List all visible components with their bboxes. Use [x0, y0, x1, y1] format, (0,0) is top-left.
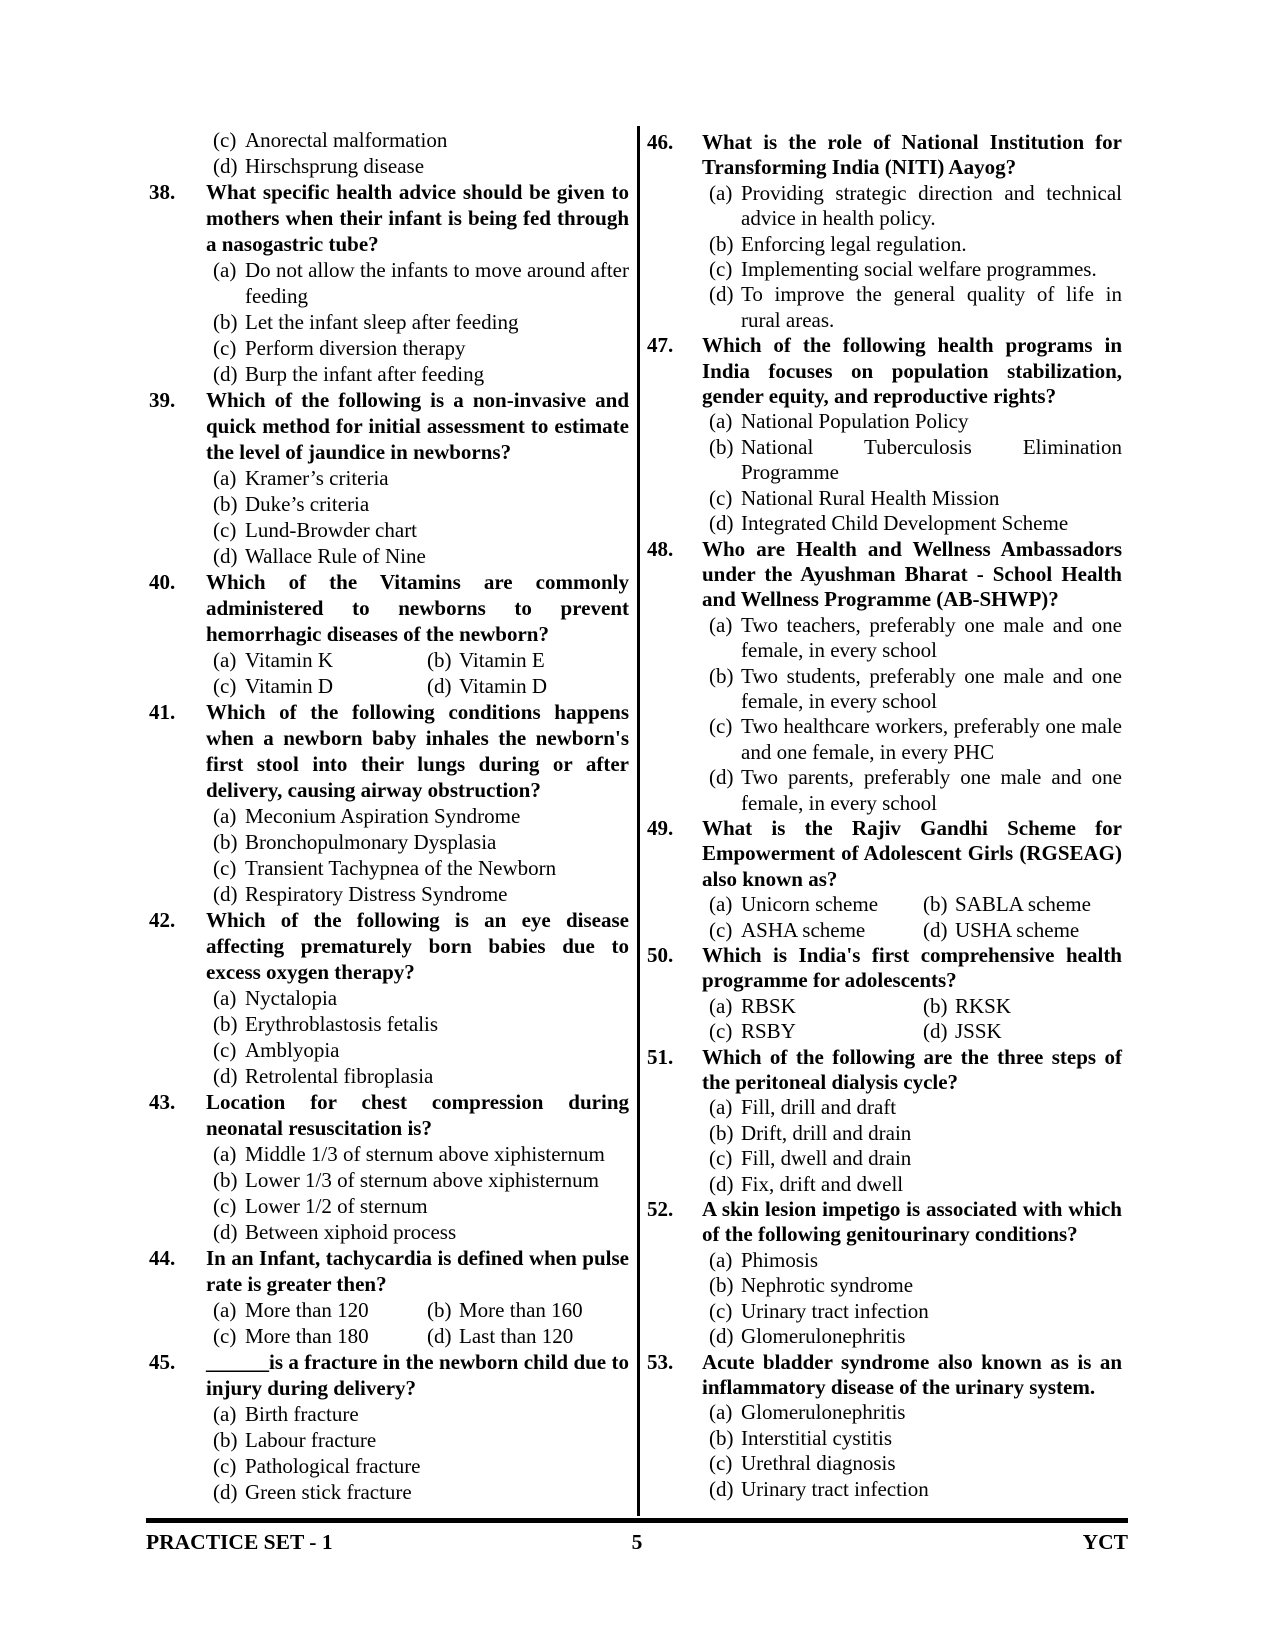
option-row [923, 1019, 1002, 1044]
option-label: (c) [213, 1454, 237, 1478]
option-row [702, 486, 1122, 511]
option-text: Vitamin K [245, 648, 333, 672]
option-label: (c) [213, 518, 237, 542]
question-item [647, 816, 1122, 943]
option-label: (d) [709, 1476, 734, 1501]
option-label: (c) [709, 1298, 733, 1323]
option-text: Green stick fracture [245, 1480, 412, 1504]
option-row [427, 647, 545, 673]
option-label: (d) [213, 882, 238, 906]
option-label: (a) [709, 180, 733, 205]
option-label: (a) [213, 648, 237, 672]
question-body [206, 907, 629, 1089]
option-text: Do not allow the infants to move around after feeding [245, 258, 629, 308]
option-row [702, 1248, 1122, 1273]
option-row [923, 892, 1091, 917]
question-item [647, 1197, 1122, 1349]
option-row [213, 1297, 427, 1323]
footer [146, 1529, 1128, 1555]
option-row [206, 257, 629, 309]
option-text: Urinary tract infection [741, 1298, 929, 1323]
option-label: (d) [923, 917, 948, 942]
option-text: Lund-Browder chart [245, 518, 418, 542]
option-text: RKSK [955, 993, 1012, 1018]
option-label: (d) [709, 282, 734, 307]
option-text: Transient Tachypnea of the Newborn [245, 856, 557, 880]
option-text: Two healthcare workers, preferably one male and one female, in every PHC [741, 714, 1122, 764]
question-body [702, 333, 1122, 536]
question-item [647, 1350, 1122, 1502]
option-row [206, 153, 629, 179]
option-label: (c) [709, 1019, 733, 1044]
option-row [702, 1273, 1122, 1298]
option-label: (a) [213, 1402, 237, 1426]
question-number: 51. [647, 1044, 674, 1069]
option-label: (d) [213, 1064, 238, 1088]
question-item [647, 1045, 1122, 1197]
option-row [206, 803, 629, 829]
option-text: More than 160 [459, 1298, 583, 1322]
option-label: (c) [213, 856, 237, 880]
option-row [709, 918, 923, 943]
option-text: Retrolental fibroplasia [245, 1064, 434, 1088]
option-pair-row [206, 1297, 629, 1323]
question-body [206, 179, 629, 387]
question-number: 46. [647, 130, 674, 154]
option-row [702, 1451, 1122, 1476]
question-body [206, 1349, 629, 1505]
question-body [206, 569, 629, 699]
option-text: Two teachers, preferably one male and one female, in every school [741, 612, 1122, 663]
question-number: 41. [149, 700, 176, 724]
option-text: RBSK [741, 993, 796, 1018]
option-text: Hirschsprung disease [245, 154, 425, 178]
question-number: 53. [647, 1349, 674, 1374]
option-row [923, 918, 1079, 943]
footer-publisher-label: YCT [1082, 1530, 1128, 1554]
question-body [206, 127, 629, 179]
option-text: Wallace Rule of Nine [245, 544, 426, 568]
option-row [206, 543, 629, 569]
question-body [206, 699, 629, 907]
option-text: Two students, preferably one male and one female, in every school [741, 663, 1122, 713]
option-label: (b) [213, 830, 238, 854]
option-text: To improve the general quality of life in rural areas. [741, 282, 1122, 332]
option-text: Nephrotic syndrome [741, 1273, 914, 1298]
option-label: (d) [923, 1019, 948, 1044]
question-item [647, 943, 1122, 1045]
option-text: Enforcing legal regulation. [741, 231, 967, 256]
option-label: (b) [709, 1120, 734, 1145]
option-text: Birth fracture [245, 1402, 359, 1426]
footer-rule [146, 1518, 1128, 1523]
option-text: National Tuberculosis Elimination Programme [741, 434, 1122, 485]
question-stem: Which of the following is a non-invasive and quick method for initial assessment to estimate the level of jaundice in newborns? [206, 388, 629, 464]
question-item [149, 569, 629, 699]
option-row [702, 1121, 1122, 1146]
option-row [206, 1167, 629, 1193]
option-label: (a) [709, 409, 733, 434]
option-label: (b) [709, 231, 734, 256]
option-text: Erythroblastosis fetalis [245, 1012, 439, 1036]
option-text: Between xiphoid process [245, 1220, 457, 1244]
option-text: Let the infant sleep after feeding [245, 310, 519, 334]
option-label: (b) [213, 1428, 238, 1452]
option-row [702, 1095, 1122, 1120]
option-row [702, 409, 1122, 434]
option-label: (a) [709, 612, 733, 637]
option-pair-row [206, 673, 629, 699]
question-item [647, 130, 1122, 333]
question-stem: Which of the following conditions happens when a newborn baby inhales the newborn's first stool into their lungs during or after delivery, causing airway obstruction? [206, 700, 629, 802]
question-stem: What is the Rajiv Gandhi Scheme for Empowerment of Adolescent Girls (RGSEAG) also known as? [702, 815, 1122, 891]
question-body [206, 387, 629, 569]
question-number: 43. [149, 1090, 176, 1114]
option-row [213, 673, 427, 699]
option-row [709, 1019, 923, 1044]
option-row [206, 465, 629, 491]
question-body [206, 1089, 629, 1245]
question-stem: Location for chest compression during neonatal resuscitation is? [206, 1090, 629, 1140]
option-row [702, 282, 1122, 333]
option-text: Anorectal malformation [245, 128, 448, 152]
option-label: (a) [709, 1247, 733, 1272]
option-row [206, 127, 629, 153]
question-item [149, 1349, 629, 1505]
option-label: (d) [427, 674, 452, 698]
question-body [702, 1350, 1122, 1502]
option-label: (b) [709, 434, 734, 459]
option-label: (b) [427, 648, 452, 672]
option-label: (c) [213, 128, 237, 152]
question-body [702, 537, 1122, 816]
option-text: Urinary tract infection [741, 1476, 929, 1501]
option-row [206, 855, 629, 881]
question-item [149, 1089, 629, 1245]
question-item [149, 699, 629, 907]
option-row [206, 985, 629, 1011]
option-row [206, 1401, 629, 1427]
option-label: (d) [213, 544, 238, 568]
option-text: Urethral diagnosis [741, 1451, 896, 1476]
question-body [702, 943, 1122, 1045]
option-label: (c) [213, 336, 237, 360]
question-number: 50. [647, 943, 674, 967]
question-number: 45. [149, 1350, 176, 1374]
option-row [427, 673, 547, 699]
question-item [647, 537, 1122, 816]
option-pair-row [206, 647, 629, 673]
column-left [149, 127, 629, 1505]
footer-practice-set-label: PRACTICE SET - 1 [146, 1530, 333, 1554]
option-label: (b) [213, 1168, 238, 1192]
option-pair-row [702, 918, 1122, 943]
question-number: 48. [647, 536, 674, 561]
option-text: Interstitial cystitis [741, 1425, 893, 1450]
option-label: (b) [213, 1012, 238, 1036]
option-row [206, 335, 629, 361]
option-label: (a) [709, 993, 733, 1018]
option-row [702, 1299, 1122, 1324]
option-row [206, 1037, 629, 1063]
column-right [647, 130, 1122, 1502]
option-row [427, 1323, 573, 1349]
option-text: Vitamin D [245, 674, 333, 698]
option-label: (d) [709, 1171, 734, 1196]
option-row [206, 829, 629, 855]
question-item [149, 387, 629, 569]
option-row [206, 1479, 629, 1505]
option-row [702, 765, 1122, 816]
question-number: 47. [647, 333, 674, 358]
option-label: (d) [213, 1220, 238, 1244]
option-text: JSSK [955, 1019, 1002, 1044]
column-divider [637, 126, 640, 1516]
option-text: Lower 1/2 of sternum [245, 1194, 428, 1218]
option-row [206, 881, 629, 907]
option-label: (b) [923, 993, 948, 1018]
option-label: (b) [923, 892, 948, 917]
question-number: 49. [647, 815, 674, 840]
question-stem: Which is India's first comprehensive health programme for adolescents? [702, 943, 1122, 993]
option-text: Pathological fracture [245, 1454, 421, 1478]
option-text: Vitamin E [459, 648, 545, 672]
question-continued [149, 127, 629, 179]
option-label: (c) [709, 485, 733, 510]
option-pair-row [702, 1019, 1122, 1044]
question-body [702, 130, 1122, 333]
question-item [149, 179, 629, 387]
option-label: (a) [709, 892, 733, 917]
option-text: Lower 1/3 of sternum above xiphisternum [245, 1168, 600, 1192]
option-pair-row [702, 892, 1122, 917]
option-text: Drift, drill and drain [741, 1120, 912, 1145]
option-row [702, 613, 1122, 664]
option-text: Middle 1/3 of sternum above xiphisternum [245, 1142, 605, 1166]
question-stem: Which of the Vitamins are commonly administered to newborns to prevent hemorrhagic diseases of the newborn? [206, 570, 629, 646]
question-body [206, 1245, 629, 1349]
question-number: 40. [149, 570, 176, 594]
option-row [206, 361, 629, 387]
option-label: (b) [213, 310, 238, 334]
option-label: (b) [427, 1298, 452, 1322]
option-row [213, 647, 427, 673]
option-row [702, 232, 1122, 257]
option-label: (d) [709, 511, 734, 536]
option-label: (d) [709, 1324, 734, 1349]
option-text: Fill, drill and draft [741, 1095, 897, 1120]
page-number: 5 [631, 1530, 643, 1554]
option-label: (c) [213, 1038, 237, 1062]
question-number: 39. [149, 388, 176, 412]
option-label: (d) [213, 362, 238, 386]
option-label: (c) [709, 1146, 733, 1171]
question-stem: ______is a fracture in the newborn child due to injury during delivery? [206, 1350, 629, 1400]
option-row [206, 517, 629, 543]
question-number: 44. [149, 1246, 176, 1270]
option-text: National Population Policy [741, 409, 969, 434]
option-label: (c) [213, 674, 237, 698]
option-text: Last than 120 [459, 1324, 574, 1348]
option-label: (b) [709, 663, 734, 688]
option-text: More than 120 [245, 1298, 369, 1322]
option-label: (c) [213, 1324, 237, 1348]
option-row [213, 1323, 427, 1349]
question-body [702, 1197, 1122, 1349]
option-row [702, 1146, 1122, 1171]
option-text: Burp the infant after feeding [245, 362, 485, 386]
option-row [702, 1324, 1122, 1349]
option-label: (c) [213, 1194, 237, 1218]
option-text: Kramer’s criteria [245, 466, 389, 490]
option-text: RSBY [741, 1019, 796, 1044]
option-pair-row [702, 994, 1122, 1019]
option-text: Duke’s criteria [245, 492, 370, 516]
option-text: Glomerulonephritis [741, 1324, 906, 1349]
question-number: 52. [647, 1197, 674, 1222]
question-stem: Which of the following health programs in India focuses on population stabilization, gender equity, and reproductive rights? [702, 333, 1122, 409]
question-stem: Who are Health and Wellness Ambassadors under the Ayushman Bharat - School Health and Wellness Programme (AB-SHWP)? [702, 536, 1122, 612]
option-row [427, 1297, 583, 1323]
option-row [709, 892, 923, 917]
option-text: Labour fracture [245, 1428, 377, 1452]
question-stem: A skin lesion impetigo is associated with which of the following genitourinary conditions? [702, 1197, 1122, 1247]
question-body [702, 1045, 1122, 1197]
option-label: (d) [213, 154, 238, 178]
option-label: (a) [213, 1298, 237, 1322]
option-label: (a) [213, 258, 237, 282]
option-text: Fill, dwell and drain [741, 1146, 912, 1171]
option-text: Bronchopulmonary Dysplasia [245, 830, 497, 854]
option-label: (b) [709, 1273, 734, 1298]
option-text: More than 180 [245, 1324, 369, 1348]
option-text: Meconium Aspiration Syndrome [245, 804, 521, 828]
option-label: (d) [427, 1324, 452, 1348]
option-text: Two parents, preferably one male and one female, in every school [741, 765, 1122, 815]
option-pair-row [206, 1323, 629, 1349]
option-label: (b) [709, 1425, 734, 1450]
question-stem: What is the role of National Institution for Transforming India (NITI) Aayog? [702, 130, 1122, 180]
question-number: 42. [149, 908, 176, 932]
question-item [647, 333, 1122, 536]
option-row [206, 309, 629, 335]
option-row [206, 1011, 629, 1037]
option-text: Respiratory Distress Syndrome [245, 882, 508, 906]
option-text: Providing strategic direction and technical advice in health policy. [741, 180, 1122, 231]
question-body [702, 816, 1122, 943]
option-text: National Rural Health Mission [741, 485, 1000, 510]
option-text: Integrated Child Development Scheme [741, 511, 1069, 536]
option-row [923, 994, 1011, 1019]
option-text: Vitamin D [459, 674, 547, 698]
option-row [206, 1063, 629, 1089]
option-text: Nyctalopia [245, 986, 338, 1010]
option-text: Unicorn scheme [741, 892, 879, 917]
option-label: (c) [709, 257, 733, 282]
option-row [702, 1477, 1122, 1502]
option-text: Phimosis [741, 1247, 819, 1272]
option-row [702, 1400, 1122, 1425]
option-label: (a) [709, 1400, 733, 1425]
option-label: (c) [709, 714, 733, 739]
option-label: (b) [213, 492, 238, 516]
option-label: (a) [709, 1095, 733, 1120]
question-stem: In an Infant, tachycardia is defined when pulse rate is greater then? [206, 1246, 629, 1296]
option-label: (a) [213, 1142, 237, 1166]
option-row [709, 994, 923, 1019]
option-text: USHA scheme [955, 917, 1080, 942]
option-row [702, 664, 1122, 715]
option-text: Implementing social welfare programmes. [741, 257, 1097, 282]
option-text: Fix, drift and dwell [741, 1171, 904, 1196]
question-stem: Which of the following is an eye disease affecting prematurely born babies due to excess oxygen therapy? [206, 908, 629, 984]
option-row [702, 511, 1122, 536]
option-row [206, 1193, 629, 1219]
option-text: ASHA scheme [741, 917, 866, 942]
option-label: (a) [213, 986, 237, 1010]
option-row [702, 435, 1122, 486]
option-text: Glomerulonephritis [741, 1400, 906, 1425]
option-row [702, 257, 1122, 282]
option-label: (c) [709, 1451, 733, 1476]
question-item [149, 907, 629, 1089]
option-row [702, 714, 1122, 765]
option-row [206, 491, 629, 517]
option-text: Amblyopia [245, 1038, 340, 1062]
option-label: (d) [213, 1480, 238, 1504]
option-label: (a) [213, 466, 237, 490]
question-stem: Which of the following are the three steps of the peritoneal dialysis cycle? [702, 1044, 1122, 1095]
question-item [149, 1245, 629, 1349]
question-number: 38. [149, 180, 176, 204]
option-row [206, 1427, 629, 1453]
option-label: (c) [709, 917, 733, 942]
option-text: Perform diversion therapy [245, 336, 466, 360]
option-label: (d) [709, 765, 734, 790]
option-row [702, 1426, 1122, 1451]
option-row [702, 1172, 1122, 1197]
option-row [206, 1219, 629, 1245]
option-text: SABLA scheme [955, 892, 1091, 917]
question-stem: What specific health advice should be given to mothers when their infant is being fed through a nasogastric tube? [206, 180, 629, 256]
option-row [702, 181, 1122, 232]
question-stem: Acute bladder syndrome also known as is an inflammatory disease of the urinary system. [702, 1349, 1122, 1399]
option-row [206, 1141, 629, 1167]
option-label: (a) [213, 804, 237, 828]
option-row [206, 1453, 629, 1479]
